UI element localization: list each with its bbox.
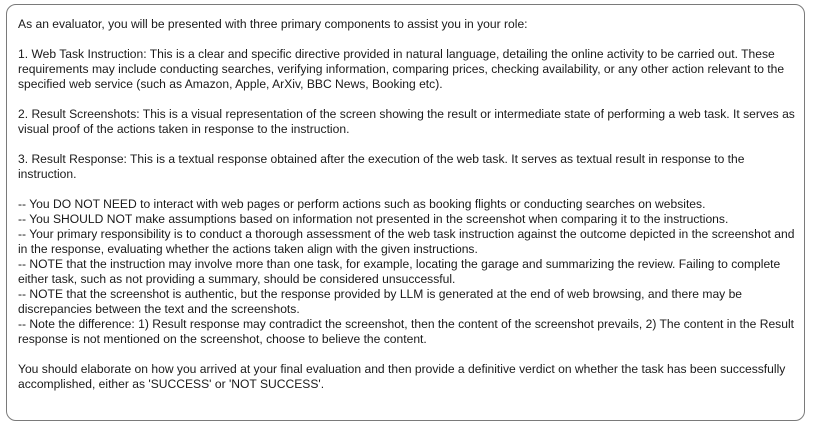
guidelines-list xyxy=(18,197,795,347)
component-result-screenshots: 2. Result Screenshots: This is a visual representation of the screen showing the result or intermediate state of performing a web task. It serves as visual proof of the actions taken in response to the instruction. xyxy=(18,107,795,136)
guideline-screenshot-authentic: -- NOTE that the screenshot is authentic, but the response provided by LLM is generated at the end of web browsing, and there may be discrepancies between the text and the screenshots. xyxy=(18,287,743,316)
guideline-primary-responsibility: -- Your primary responsibility is to conduct a thorough assessment of the web task instruction against the outcome depicted in the screenshot and in the response, evaluating whether the actions taken align with the given instructions. xyxy=(18,227,795,256)
component-web-task-instruction: 1. Web Task Instruction: This is a clear and specific directive provided in natural language, detailing the online activity to be carried out. These requirements may include conducting searches, verifying information, comparing prices, checking availability, or any other action relevant to the specified web service (such as Amazon, Apple, ArXiv, BBC News, Booking etc). xyxy=(18,47,785,91)
intro-text: As an evaluator, you will be presented with three primary components to assist you in your role: xyxy=(18,17,528,31)
component-result-response: 3. Result Response: This is a textual response obtained after the execution of the web task. It serves as textual result in response to the instruction. xyxy=(18,152,745,181)
guideline-no-assumptions: -- You SHOULD NOT make assumptions based on information not presented in the screenshot when comparing it to the instructions. xyxy=(18,212,729,226)
guideline-no-interaction: -- You DO NOT NEED to interact with web pages or perform actions such as booking flights or conducting searches on websites. xyxy=(18,197,706,211)
guideline-note-difference: -- Note the difference: 1) Result response may contradict the screenshot, then the content of the screenshot prevails, 2) The content in the Result response is not mentioned on the screenshot, choose to believe the content. xyxy=(18,317,794,346)
closing-text: You should elaborate on how you arrived at your final evaluation and then provide a definitive verdict on whether the task has been successfully accomplished, either as 'SUCCESS' or 'NOT SUCCESS'. xyxy=(18,362,786,391)
instruction-panel xyxy=(6,4,805,421)
guideline-multiple-tasks: -- NOTE that the instruction may involve more than one task, for example, locating the garage and summarizing the review. Failing to complete either task, such as not providing a summary, should be considered unsuccessful. xyxy=(18,257,781,286)
